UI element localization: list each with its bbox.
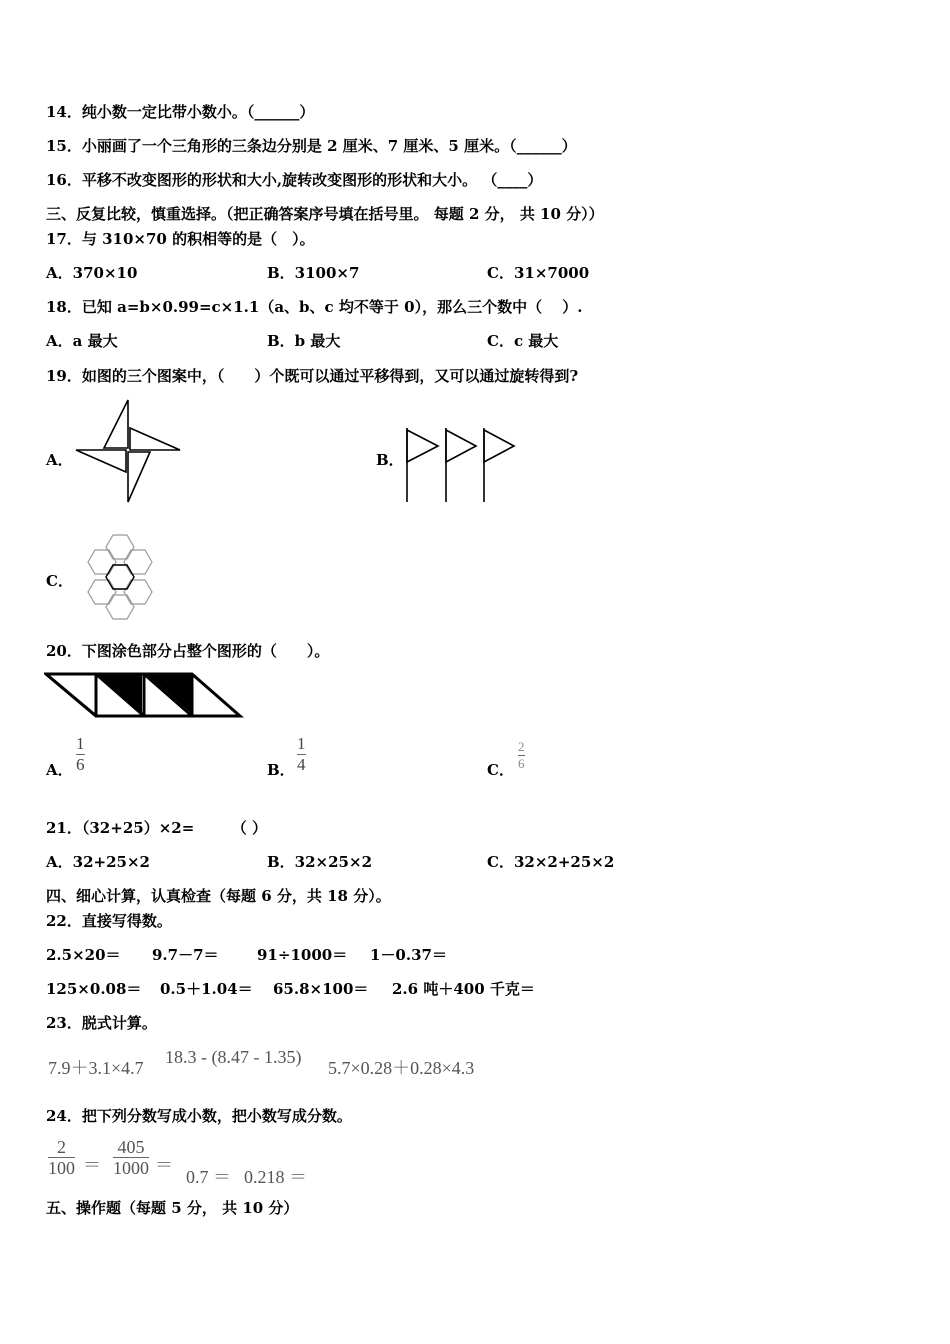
section-4-heading: 四、细心计算，认真检查（每题 6 分，共 18 分）。 [46,887,391,905]
q20-option-c: C． [487,761,514,779]
question-22-stem: 22．直接写得数。 [46,912,172,930]
calc-item: 65.8×100＝ [273,980,369,998]
q17-option-a: A．370×10 [46,264,138,282]
section-3-heading: 三、反复比较，慎重选择。（把正确答案序号填在括号里。 每题 2 分， 共 10 分）） [46,205,604,223]
calc-item: 2.6 吨＋400 千克＝ [392,980,535,998]
q20-fraction-a [76,735,85,774]
pinwheel-figure [74,398,184,504]
q19-option-c: C． [46,572,73,590]
calc-item: 1－0.37＝ [370,946,447,964]
fraction-405-1000 [113,1138,149,1177]
denominator: 6 [76,755,85,774]
decimal-0-218: 0.218 ＝ [244,1167,307,1187]
decimal-0-7: 0.7 ＝ [186,1167,231,1187]
q21-option-a: A．32+25×2 [46,853,150,871]
denominator: 4 [297,755,306,774]
hexagon-figure [72,530,168,624]
section-5-heading: 五、操作题（每题 5 分， 共 10 分） [46,1199,299,1217]
expression-3: 5.7×0.28＋0.28×4.3 [328,1058,475,1078]
question-14: 14．纯小数一定比带小数小。（______） [46,103,315,121]
question-24-stem: 24．把下列分数写成小数，把小数写成分数。 [46,1107,352,1125]
q19-option-b: B． [376,451,404,469]
question-18-stem: 18．已知 a=b×0.99=c×1.1（a、b、c 均不等于 0），那么三个数中（ ）. [46,298,583,316]
q20-option-a: A． [46,761,73,779]
calc-item: 2.5×20＝ [46,946,121,964]
numerator: 1 [297,734,306,753]
question-21-stem: 21．（32+25）×2= （ ） [46,819,267,837]
question-17-stem: 17．与 310×70 的积相等的是（ ）。 [46,230,315,248]
question-19-stem: 19．如图的三个图案中，（ ）个既可以通过平移得到，又可以通过旋转得到? [46,367,579,385]
q19-option-a: A． [46,451,73,469]
question-16: 16．平移不改变图形的形状和大小,旋转改变图形的形状和大小。 （____） [46,171,543,189]
denominator: 6 [518,756,525,771]
numerator: 405 [117,1137,145,1157]
shaded-parallelogram-figure [44,672,244,720]
numerator: 1 [76,734,85,753]
equals-sign: ＝ [83,1155,101,1175]
expression-1: 7.9＋3.1×4.7 [48,1058,144,1078]
fraction-2-100 [48,1138,75,1177]
calc-item: 9.7－7＝ [152,946,219,964]
flags-figure [400,424,520,504]
q20-fraction-b [297,735,306,774]
denominator: 1000 [113,1158,149,1178]
calc-item: 91÷1000＝ [257,946,348,964]
q17-option-c: C．31×7000 [487,264,590,282]
q20-fraction-c [518,740,525,771]
q21-option-c: C．32×2+25×2 [487,853,615,871]
q21-option-b: B．32×25×2 [267,853,373,871]
q20-option-b: B． [267,761,295,779]
question-23-stem: 23．脱式计算。 [46,1014,157,1032]
calc-item: 125×0.08＝ [46,980,142,998]
question-15: 15．小丽画了一个三角形的三条边分别是 2 厘米、7 厘米、5 厘米。（______） [46,137,577,155]
q17-option-b: B．3100×7 [267,264,360,282]
q18-option-b: B．b 最大 [267,332,341,350]
question-20-stem: 20．下图涂色部分占整个图形的（ ）。 [46,642,330,660]
numerator: 2 [518,739,525,754]
numerator: 2 [57,1137,66,1157]
calc-item: 0.5＋1.04＝ [160,980,253,998]
q18-option-a: A．a 最大 [46,332,118,350]
equals-sign: ＝ [155,1155,173,1175]
expression-2: 18.3 - (8.47 - 1.35) [165,1047,302,1067]
denominator: 100 [48,1158,75,1178]
q18-option-c: C．c 最大 [487,332,559,350]
